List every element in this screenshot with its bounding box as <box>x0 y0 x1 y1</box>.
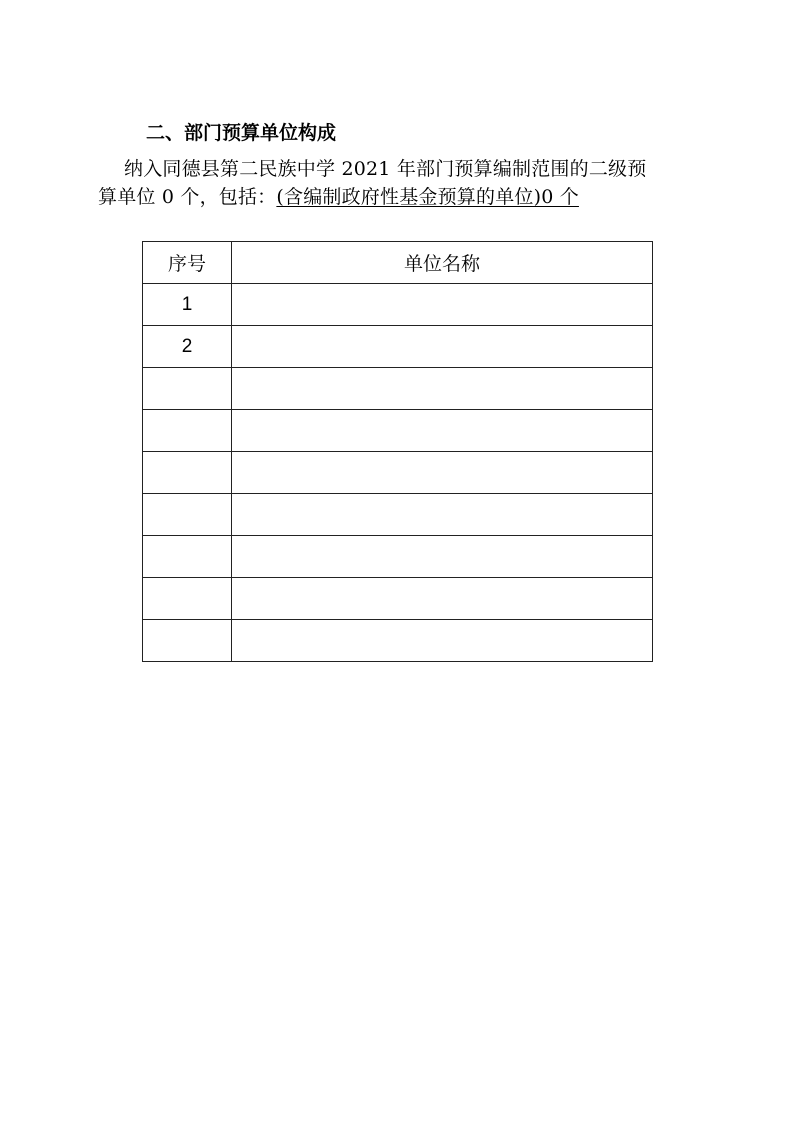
paragraph-line-2 <box>98 183 698 211</box>
row-name-cell <box>232 578 653 620</box>
row-seq-cell <box>143 620 232 662</box>
table-row <box>143 326 653 368</box>
header-seq: 序号 <box>143 242 232 284</box>
row-name-cell <box>232 284 653 326</box>
row-seq-cell <box>143 368 232 410</box>
table-row <box>143 536 653 578</box>
row-seq-cell <box>143 536 232 578</box>
row-seq-cell <box>143 410 232 452</box>
paragraph-line-2-underlined: (含编制政府性基金预算的单位)0 个 <box>276 186 579 208</box>
row-seq-cell: 1 <box>143 284 232 326</box>
table-row <box>143 578 653 620</box>
header-unit-name: 单位名称 <box>232 242 653 284</box>
table-row <box>143 452 653 494</box>
table-header-row <box>143 242 653 284</box>
row-name-cell <box>232 452 653 494</box>
intro-paragraph <box>98 155 698 211</box>
table-row <box>143 368 653 410</box>
row-seq-cell <box>143 494 232 536</box>
table-row <box>143 494 653 536</box>
paragraph-line-2-prefix: 算单位 0 个，包括： <box>98 186 277 208</box>
table-row <box>143 410 653 452</box>
row-seq-cell: 2 <box>143 326 232 368</box>
row-seq-cell <box>143 578 232 620</box>
budget-units-table <box>142 241 653 662</box>
paragraph-line-1: 纳入同德县第二民族中学 2021 年部门预算编制范围的二级预 <box>124 158 647 180</box>
row-seq-cell <box>143 452 232 494</box>
row-name-cell <box>232 410 653 452</box>
row-name-cell <box>232 620 653 662</box>
row-name-cell <box>232 536 653 578</box>
section-heading: 二、部门预算单位构成 <box>146 122 337 144</box>
row-name-cell <box>232 368 653 410</box>
table-row <box>143 620 653 662</box>
row-name-cell <box>232 326 653 368</box>
row-name-cell <box>232 494 653 536</box>
table-row <box>143 284 653 326</box>
